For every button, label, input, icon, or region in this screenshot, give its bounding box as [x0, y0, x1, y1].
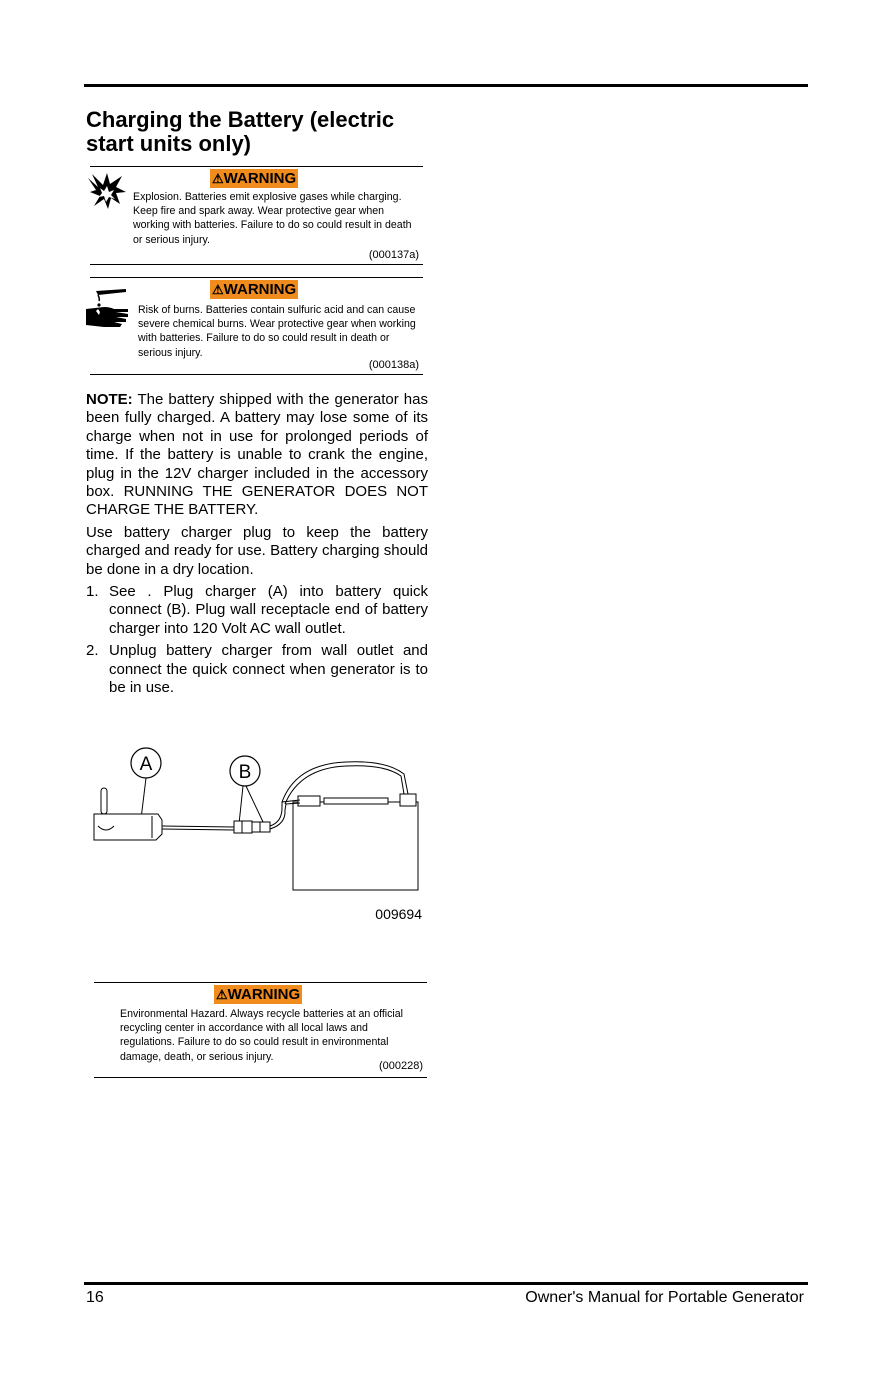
warning-code: (000137a) — [368, 249, 419, 261]
warning-burns — [90, 277, 423, 377]
header-rule — [84, 84, 808, 87]
warning-text: Explosion. Batteries emit explosive gases while charging. Keep fire and spark away. Wear protective gear when working with batteries. Failure to do so could result in death or serious injury. — [133, 191, 412, 246]
section-title: Charging the Battery (electric start units only) — [86, 107, 395, 156]
warning-triangle-icon: ⚠ — [212, 171, 224, 186]
usage-paragraph: Use battery charger plug to keep the battery charged and ready for use. Battery charging should be done in a dry location. — [86, 523, 428, 578]
note-paragraph — [86, 391, 428, 520]
callout-b: B — [238, 762, 252, 783]
footer-rule — [84, 1282, 808, 1285]
warning-label: ⚠WARNING — [212, 170, 297, 187]
warning-text: Environmental Hazard. Always recycle batteries at an official recycling center in accordance with all local laws and regulations. Failure to do so could result in environmental damage, death, or serious injury. — [120, 1008, 404, 1063]
warning-code: (000228) — [378, 1060, 423, 1072]
warning-code: (000138a) — [368, 359, 419, 371]
note-text: The battery shipped with the generator has been fully charged. A battery may lose some of its charge when not in use for prolonged periods of time. If the battery is unable to crank the engine, plug in the 12V charger included in the accessory box. RUNNING THE GENERATOR DOES NOT CHARGE THE BATTERY. — [86, 391, 428, 519]
warning-explosion — [90, 166, 423, 267]
warning-triangle-icon: ⚠ — [212, 282, 224, 297]
warning-label: ⚠WARNING — [216, 986, 301, 1003]
step-item: 2. Unplug battery charger from wall outlet and connect the quick connect when generator is to be in use. — [86, 642, 428, 697]
note-label: NOTE: — [86, 391, 133, 408]
step-item: 1. See . Plug charger (A) into battery quick connect (B). Plug wall receptacle end of battery charger into 120 Volt AC wall outlet. — [86, 583, 428, 637]
charger-diagram — [86, 744, 426, 929]
figure-code: 009694 — [375, 906, 422, 922]
acid-burn-icon — [84, 287, 132, 331]
page-number: 16 — [86, 1289, 104, 1306]
content-column — [86, 108, 428, 698]
manual-title: Owner's Manual for Portable Generator — [525, 1289, 804, 1306]
charger-diagram-drawing — [86, 744, 426, 904]
warning-environmental — [94, 982, 427, 1080]
step-list — [86, 583, 428, 697]
warning-label: ⚠WARNING — [212, 281, 297, 298]
explosion-icon — [86, 172, 128, 210]
warning-text: Risk of burns. Batteries contain sulfuric acid and can cause severe chemical burns. Wear protective gear when working with batteries. Failure to do so could result in death or serious injury. — [138, 304, 416, 359]
warning-triangle-icon: ⚠ — [216, 987, 228, 1002]
callout-a: A — [139, 754, 153, 775]
